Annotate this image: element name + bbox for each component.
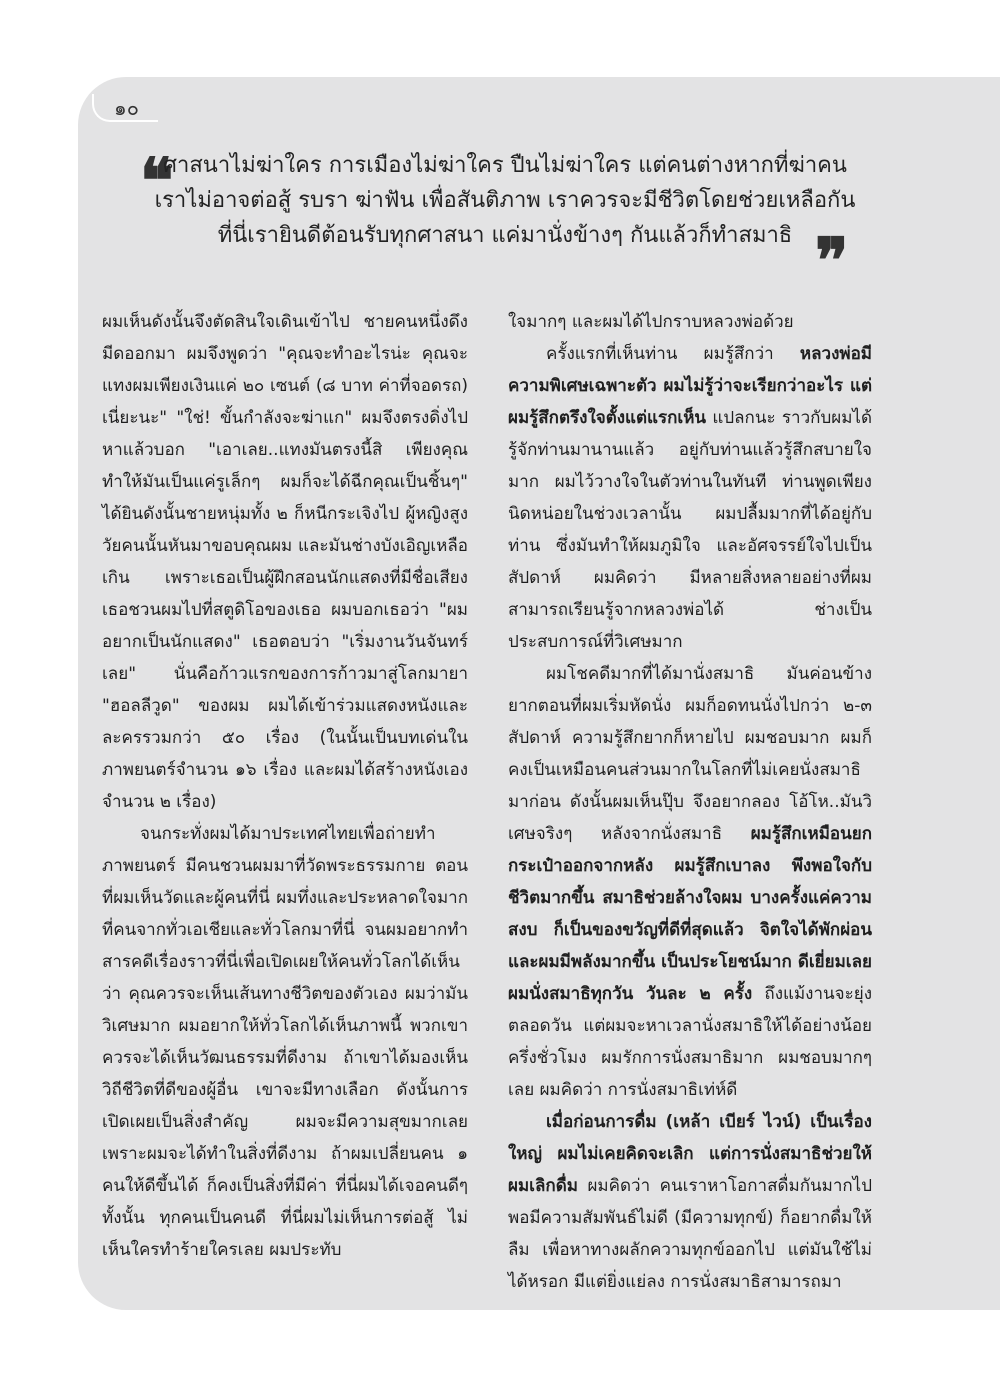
right-paragraph-1 (508, 338, 872, 658)
right-paragraph-2 (508, 658, 872, 1106)
left-column (102, 306, 468, 1266)
page-number: ๑๐ (114, 96, 139, 120)
right-paragraph-1-text-a: ครั้งแรกที่เห็นท่าน ผมรู้สึกว่า (546, 344, 800, 364)
left-paragraph-1: ผมเห็นดังนั้นจึงตัดสินใจเดินเข้าไป ชายคนหนึ่งดึงมีดออกมา ผมจึงพูดว่า "คุณจะทำอะไรน่ะ คุณจะแทงผมเพียงเงินแค่ ๒๐ เซนต์ (๘ บาท ค่าที่จอดรถ) เนี่ยะนะ" "ใช่! ขั้นกำลังจะฆ่าแก" ผมจึงตรงดิ่งไปหาแล้วบอก "เอาเลย..แทงมันตรงนี้สิ เพียงคุณทำให้มันเป็นแค่รูเล็กๆ ผมก็จะได้ฉีกคุณเป็นชิ้นๆ" ได้ยินดังนั้นชายหนุ่มทั้ง ๒ ก็หนีกระเจิงไป ผู้หญิงสูงวัยคนนั้นหันมาขอบคุณผม และมันช่างบังเอิญเหลือเกิน เพราะเธอเป็นผู้ฝึกสอนนักแสดงที่มีชื่อเสียง เธอชวนผมไปที่สตูดิโอของเธอ ผมบอกเธอว่า "ผมอยากเป็นนักแสดง" เธอตอบว่า "เริ่มงานวันจันทร์เลย" นั่นคือก้าวแรกของการก้าวมาสู่โลกมายา "ฮอลลีวูด" ของผม ผมได้เข้าร่วมแสดงหนังและละครรวมกว่า ๕๐ เรื่อง (ในนั้นเป็นบทเด่นในภาพยนตร์จำนวน ๑๖ เรื่อง และผมได้สร้างหนังเองจำนวน ๒ เรื่อง) (102, 312, 468, 812)
pull-quote-line-2: เราไม่อาจต่อสู้ รบรา ฆ่าฟัน เพื่อสันติภาพ เราควรจะมีชีวิตโดยช่วยเหลือกัน (154, 188, 856, 213)
right-paragraph-1-bold: หลวงพ่อมีความพิเศษเฉพาะตัว ผมไม่รู้ว่าจะเรียกว่าอะไร แต่ผมรู้สึกตรึงใจตั้งแต่แรกเห็น (508, 344, 872, 428)
right-paragraph-3-text-b: ผมคิดว่า คนเราหาโอกาสดื่มกันมากไป พอมีความสัมพันธ์ไม่ดี (มีความทุกข์) ก็อยากดื่มให้ลืม เพื่อหาทางผลักความทุกข์ออกไป แต่มันใช้ไม่ได้หรอก มีแต่ยิ่งแย่ลง การนั่งสมาธิสามารถมา (508, 1176, 872, 1292)
right-column (508, 306, 872, 1298)
right-paragraph-3 (508, 1106, 872, 1298)
right-paragraph-2-bold: ผมรู้สึกเหมือนยกกระเป๋าออกจากหลัง ผมรู้สึกเบาลง พึงพอใจกับชีวิตมากขึ้น สมาธิช่วยล้างใจผม บางครั้งแค่ความสงบ ก็เป็นของขวัญที่ดีที่สุดแล้ว จิตใจได้พักผ่อน และผมมีพลังมากขึ้น เป็นประโยชน์มาก ดีเยี่ยมเลย ผมนั่งสมาธิทุกวัน วันละ ๒ ครั้ง (508, 824, 872, 1004)
pull-quote (140, 144, 870, 253)
open-quote-icon: ❝ (140, 144, 174, 217)
right-paragraph-0: ใจมากๆ และผมได้ไปกราบหลวงพ่อด้วย (508, 312, 794, 332)
right-paragraph-2-text-a: ผมโชคดีมากที่ได้มานั่งสมาธิ มันค่อนข้างยากตอนที่ผมเริ่มหัดนั่ง ผมก็อดทนนั่งไปกว่า ๒-๓ สัปดาห์ ความรู้สึกยากก็หายไป ผมชอบมาก ผมก็คงเป็นเหมือนคนส่วนมากในโลกที่ไม่เคยนั่งสมาธิมาก่อน ดังนั้นผมเห็นปุ๊บ จึงอยากลอง โอ้โห..มันวิเศษจริงๆ หลังจากนั่งสมาธิ (508, 664, 872, 844)
left-paragraph-2: จนกระทั่งผมได้มาประเทศไทยเพื่อถ่ายทำภาพยนตร์ มีคนชวนผมมาที่วัดพระธรรมกาย ตอนที่ผมเห็นวัดและผู้คนที่นี่ ผมทึ่งและประหลาดใจมากที่คนจากทั่วเอเชียและทั่วโลกมาที่นี่ จนผมอยากทำสารคดีเรื่องราวที่นี่เพื่อเปิดเผยให้คนทั่วโลกได้เห็นว่า คุณควรจะเห็นเส้นทางชีวิตของตัวเอง ผมว่ามันวิเศษมาก ผมอยากให้ทั่วโลกได้เห็นภาพนี้ พวกเขาควรจะได้เห็นวัฒนธรรมที่ดีงาม ถ้าเขาได้มองเห็นวิถีชีวิตที่ดีของผู้อื่น เขาจะมีทางเลือก ดังนั้นการเปิดเผยเป็นสิ่งสำคัญ ผมจะมีความสุขมากเลย เพราะผมจะได้ทำในสิ่งที่ดีงาม ถ้าผมเปลี่ยนคน ๑ คนให้ดีขึ้นได้ ก็คงเป็นสิ่งที่มีค่า ที่นี่ผมได้เจอคนดีๆ ทั้งนั้น ทุกคนเป็นคนดี ที่นี่ผมไม่เห็นการต่อสู้ ไม่เห็นใครทำร้ายใครเลย ผมประทับ (102, 824, 468, 1260)
page-number-badge (92, 90, 162, 126)
right-paragraph-1-text-c: แปลกนะ ราวกับผมได้รู้จักท่านมานานแล้ว อยู่กับท่านแล้วรู้สึกสบายใจมาก ผมไว้วางใจในตัวท่านในทันที ท่านพูดเพียงนิดหน่อยในช่วงเวลานั้น ผมปลื้มมากที่ได้อยู่กับท่าน ซึ่งมันทำให้ผมภูมิใจ และอัศจรรย์ใจไปเป็นสัปดาห์ ผมคิดว่า มีหลายสิ่งหลายอย่างที่ผมสามารถเรียนรู้จากหลวงพ่อได้ ช่างเป็นประสบการณ์ที่วิเศษมาก (508, 408, 872, 652)
right-paragraph-2-text-c: ถึงแม้งานจะยุ่งตลอดวัน แต่ผมจะหาเวลานั่งสมาธิให้ได้อย่างน้อยครึ่งชั่วโมง ผมรักการนั่งสมาธิมาก ผมชอบมากๆ เลย ผมคิดว่า การนั่งสมาธิเท่ห์ดี (508, 984, 873, 1100)
close-quote-icon: ❞ (815, 224, 849, 297)
pull-quote-line-3: ที่นี่เรายินดีต้อนรับทุกศาสนา แค่มานั่งข้างๆ กันแล้วก็ทำสมาธิ (217, 223, 793, 248)
pull-quote-line-1: ศาสนาไม่ฆ่าใคร การเมืองไม่ฆ่าใคร ปืนไม่ฆ่าใคร แต่คนต่างหากที่ฆ่าคน (163, 153, 847, 178)
right-paragraph-3-bold: เมื่อก่อนการดื่ม (เหล้า เบียร์ ไวน์) เป็นเรื่องใหญ่ ผมไม่เคยคิดจะเลิก แต่การนั่งสมาธิช่วยให้ผมเลิกดื่ม (508, 1112, 872, 1196)
